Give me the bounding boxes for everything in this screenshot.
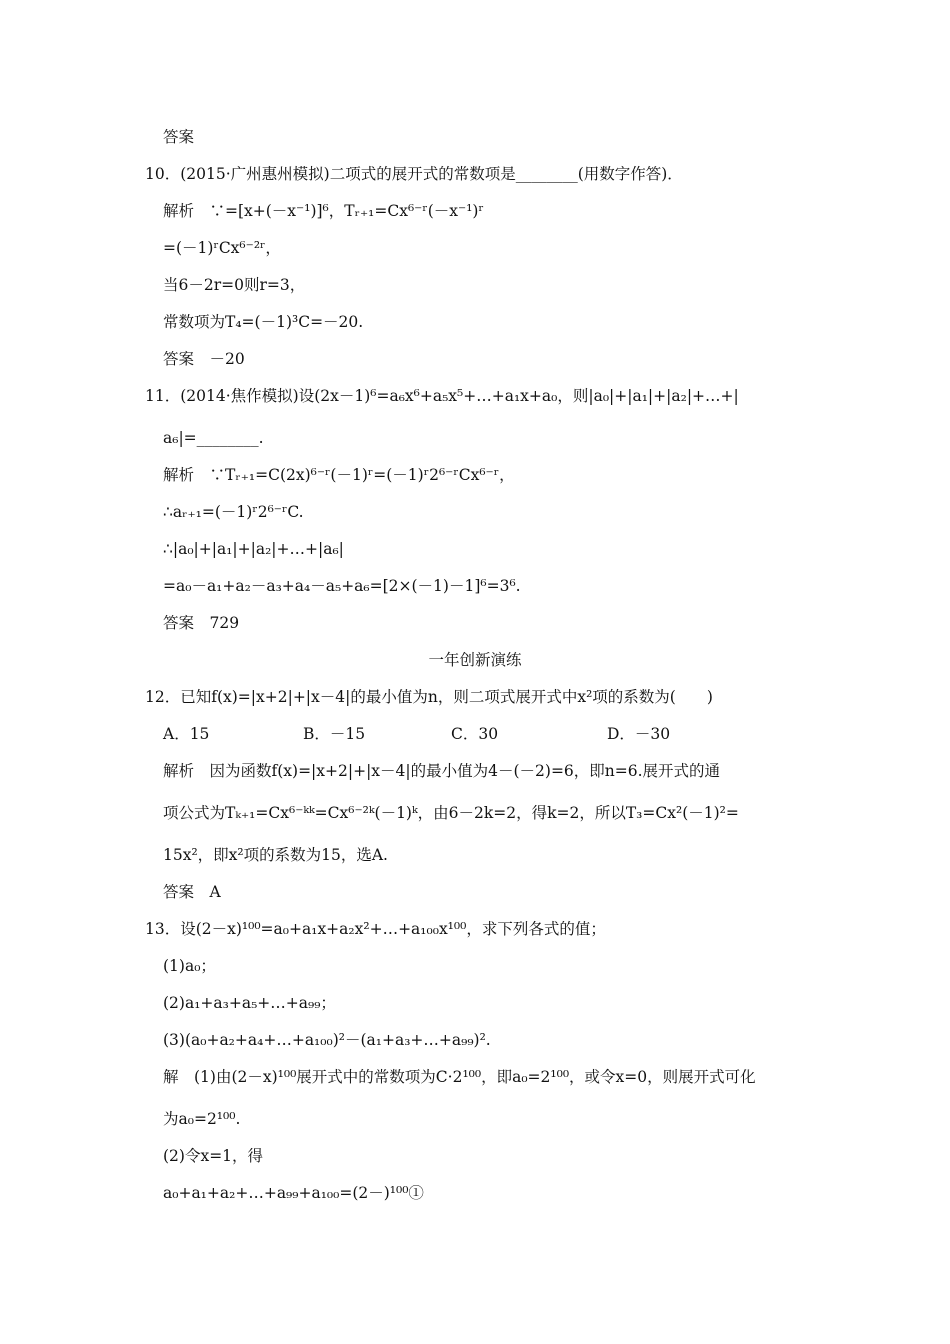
q10-analysis-4: 常数项为T₄=(－1)³C=－20. xyxy=(163,313,364,331)
q10-answer: 答案 －20 xyxy=(163,350,245,368)
question-13: 13．设(2－x)¹⁰⁰=a₀+a₁x+a₂x²+…+a₁₀₀x¹⁰⁰，求下列各式的值； xyxy=(145,920,606,938)
q13-solution-2: 为a₀=2¹⁰⁰. xyxy=(163,1110,241,1128)
q13-part-2: (2)a₁+a₃+a₅+…+a₉₉； xyxy=(163,994,336,1012)
q11-analysis-4: =a₀－a₁+a₂－a₃+a₄－a₅+a₆=[2×(－1)－1]⁶=3⁶. xyxy=(163,577,521,595)
q12-answer: 答案 A xyxy=(163,883,221,901)
q11-analysis-1: 解析 ∵Tᵣ₊₁=C(2x)⁶⁻ʳ(－1)ʳ=(－1)ʳ2⁶⁻ʳCx⁶⁻ʳ， xyxy=(163,466,515,484)
section-heading: 一年创新演练 xyxy=(428,651,522,669)
question-11-cont: a₆|=________. xyxy=(163,429,264,447)
question-11: 11．(2014·焦作模拟)设(2x－1)⁶=a₆x⁶+a₅x⁵+…+a₁x+a₀，则|a₀|+|a₁|+|a₂|+…+| xyxy=(145,387,739,405)
q11-analysis-3: ∴|a₀|+|a₁|+|a₂|+…+|a₆| xyxy=(163,540,344,558)
option-d: D．－30 xyxy=(607,725,671,743)
option-c: C．30 xyxy=(451,725,499,743)
q10-analysis-1: 解析 ∵=[x+(－x⁻¹)]⁶，Tᵣ₊₁=Cx⁶⁻ʳ(－x⁻¹)ʳ xyxy=(163,202,484,220)
q13-part-1: (1)a₀； xyxy=(163,957,216,975)
question-10: 10．(2015·广州惠州模拟)二项式的展开式的常数项是________(用数字作答)． xyxy=(145,165,683,183)
q13-solution-1: 解 (1)由(2－x)¹⁰⁰展开式中的常数项为C·2¹⁰⁰，即a₀=2¹⁰⁰，或令x=0，则展开式可化 xyxy=(163,1068,756,1086)
q11-analysis-2: ∴aᵣ₊₁=(－1)ʳ2⁶⁻ʳC. xyxy=(163,503,304,521)
q13-solution-4: a₀+a₁+a₂+…+a₉₉+a₁₀₀=(2－)¹⁰⁰① xyxy=(163,1184,424,1202)
q13-part-3: (3)(a₀+a₂+a₄+…+a₁₀₀)²－(a₁+a₃+…+a₉₉)². xyxy=(163,1031,491,1049)
q12-analysis-2: 项公式为Tₖ₊₁=Cx⁶⁻ᵏᵏ=Cx⁶⁻²ᵏ(－1)ᵏ，由6－2k=2，得k=2，所以T₃=Cx²(－1)²= xyxy=(163,804,739,822)
answer-label: 答案 xyxy=(163,128,195,146)
option-a: A．15 xyxy=(163,725,210,743)
q13-solution-3: (2)令x=1，得 xyxy=(163,1147,264,1165)
q12-analysis-3: 15x²，即x²项的系数为15，选A. xyxy=(163,846,388,864)
q12-analysis-1: 解析 因为函数f(x)=|x+2|+|x－4|的最小值为4－(－2)=6，即n=6.展开式的通 xyxy=(163,762,721,780)
question-12: 12．已知f(x)=|x+2|+|x－4|的最小值为n，则二项式展开式中x²项的系数为( ) xyxy=(145,688,713,706)
q10-analysis-2: =(－1)ʳCx⁶⁻²ʳ， xyxy=(163,239,281,257)
q10-analysis-3: 当6－2r=0则r=3， xyxy=(163,276,306,294)
q11-answer: 答案 729 xyxy=(163,614,240,632)
option-b: B．－15 xyxy=(303,725,366,743)
